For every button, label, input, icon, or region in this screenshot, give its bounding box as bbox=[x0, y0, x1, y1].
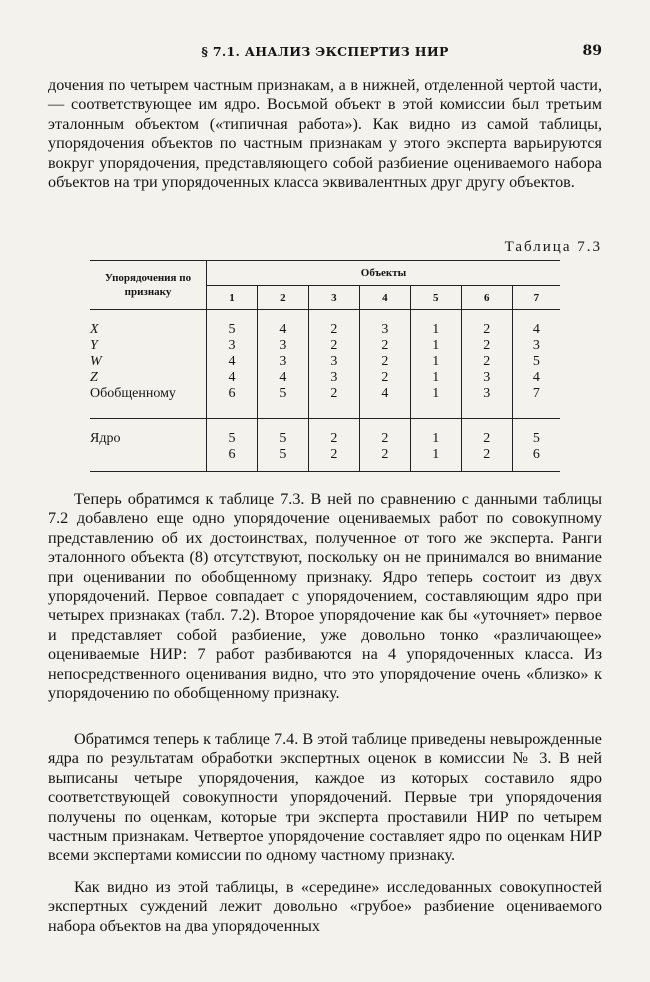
table-cell: 3 bbox=[257, 354, 308, 370]
table-cell: 2 bbox=[359, 447, 410, 463]
table-cell: 1 bbox=[410, 354, 461, 370]
table-cell: 1 bbox=[410, 431, 461, 447]
table-row bbox=[90, 386, 560, 402]
table-row bbox=[90, 354, 560, 370]
column-header: 1 bbox=[207, 286, 258, 310]
column-header: 2 bbox=[257, 286, 308, 310]
table-cell: 2 bbox=[461, 354, 512, 370]
column-header: 3 bbox=[308, 286, 359, 310]
table-cell: 4 bbox=[512, 322, 560, 338]
running-title: § 7.1. АНАЛИЗ ЭКСПЕРТИЗ НИР bbox=[201, 44, 449, 59]
table-row bbox=[90, 322, 560, 338]
table-cell: 2 bbox=[308, 447, 359, 463]
table-cell: 5 bbox=[257, 447, 308, 463]
table-cell: 2 bbox=[461, 338, 512, 354]
row-label: W bbox=[90, 354, 207, 370]
page-number: 89 bbox=[582, 43, 602, 59]
table-cell: 5 bbox=[228, 322, 236, 337]
table-cell: 3 bbox=[308, 370, 359, 386]
table-caption: Таблица 7.3 bbox=[504, 239, 602, 255]
core-row bbox=[90, 431, 560, 447]
table-cell: 1 bbox=[410, 338, 461, 354]
row-label: Обобщенному bbox=[90, 386, 207, 402]
table-cell: 5 bbox=[512, 431, 560, 447]
table-cell: 3 bbox=[461, 370, 512, 386]
row-label: X bbox=[90, 322, 207, 338]
table-cell: 2 bbox=[308, 386, 359, 402]
table-cell: 2 bbox=[461, 447, 512, 463]
table-cell: 4 bbox=[228, 370, 236, 385]
row-label: Z bbox=[90, 370, 207, 386]
table-cell: 3 bbox=[228, 338, 236, 353]
table-cell: 3 bbox=[512, 338, 560, 354]
table-cell: 3 bbox=[359, 322, 410, 338]
table-cell: 2 bbox=[461, 431, 512, 447]
table-cell: 3 bbox=[257, 338, 308, 354]
table-cell: 4 bbox=[228, 354, 236, 369]
table-cell: 6 bbox=[228, 386, 236, 401]
paragraph-2: Теперь обратимся к таблице 7.3. В ней по сравнению с данными таблицы 7.2 добавлено еще одно упорядочение оцениваемых работ по совокупному представлению об их достоинствах, полученное от того же эксперта. Ранги эталонного объекта (8) отсутствуют, поскольку он не принимался во внимание при оценивании по обобщенному признаку. Ядро теперь состоит из двух упорядочений. Первое совпадает с упорядочением, составляющим ядро при четырех признаках (табл. 7.2). Второе упорядочение как бы «уточняет» первое и представляет собой разбиение, уже довольно тонко «различающее» оцениваемые НИР: 7 работ разбиваются на 4 упорядоченных класса. Из непосредственного оценивания видно, что это упорядочение очень «близко» к упорядочению по обобщенному признаку. bbox=[48, 490, 602, 703]
table-cell: 5 bbox=[228, 431, 236, 446]
core-label: Ядро bbox=[90, 431, 207, 447]
table-cell: 4 bbox=[512, 370, 560, 386]
paragraph-3: Обратимся теперь к таблице 7.4. В этой таблице приведены невырожденные ядра по результатам обработки экспертных оценок в комиссии № 3. В ней выписаны четыре упорядочения, каждое из которых составило ядро соответствующей совокупности упорядочений. Первые три упорядочения получены по оценкам, которые три эксперта проставили НИР по четырем частным признакам. Четвертое упорядочение составляет ядро по оценкам НИР всеми экспертами комиссии по одному частному признаку. bbox=[48, 730, 602, 865]
objects-header: Объекты bbox=[207, 261, 561, 286]
table-cell: 1 bbox=[410, 447, 461, 463]
table-cell: 3 bbox=[461, 386, 512, 402]
table-cell: 1 bbox=[410, 370, 461, 386]
table-cell: 6 bbox=[512, 447, 560, 463]
row-label: Y bbox=[90, 338, 207, 354]
table-cell: 1 bbox=[410, 386, 461, 402]
page-header bbox=[48, 44, 602, 62]
paragraph-1: дочения по четырем частным признакам, а в нижней, отделенной чертой части,— соответствующее им ядро. Восьмой объект в этой комиссии был третьим эталонным объектом («типичная работа»). Как видно из самой таблицы, упорядочения объектов по частным признакам у этого эксперта варьируются вокруг упорядочения, представляющего собой разбиение оцениваемого набора объектов на три упорядоченных класса эквивалентных друг другу объектов. bbox=[48, 76, 602, 192]
table-cell: 1 bbox=[410, 322, 461, 338]
table-cell: 2 bbox=[359, 354, 410, 370]
column-header: 6 bbox=[461, 286, 512, 310]
table-row bbox=[90, 370, 560, 386]
table-cell: 5 bbox=[257, 431, 308, 447]
core-row bbox=[90, 447, 560, 463]
paragraph-4: Как видно из этой таблицы, в «середине» исследованных совокупностей экспертных суждений лежит довольно «грубое» разбиение оцениваемого набора объектов на два упорядоченных bbox=[48, 878, 602, 935]
row-header: Упорядочения по признаку bbox=[90, 261, 207, 310]
table-cell: 2 bbox=[308, 338, 359, 354]
table-cell: 2 bbox=[308, 431, 359, 447]
data-table bbox=[90, 260, 560, 472]
column-header: 7 bbox=[512, 286, 560, 310]
table-row bbox=[90, 338, 560, 354]
column-header: 5 bbox=[410, 286, 461, 310]
column-header: 4 bbox=[359, 286, 410, 310]
table-cell: 6 bbox=[228, 447, 236, 462]
table-cell: 2 bbox=[461, 322, 512, 338]
table-cell: 2 bbox=[359, 338, 410, 354]
table-cell: 5 bbox=[257, 386, 308, 402]
table-cell: 5 bbox=[512, 354, 560, 370]
table-cell: 7 bbox=[512, 386, 560, 402]
table-cell: 2 bbox=[359, 370, 410, 386]
table-cell: 2 bbox=[359, 431, 410, 447]
table-cell: 4 bbox=[257, 370, 308, 386]
table-cell: 4 bbox=[257, 322, 308, 338]
table-cell: 4 bbox=[359, 386, 410, 402]
table-cell: 3 bbox=[308, 354, 359, 370]
table-cell: 2 bbox=[308, 322, 359, 338]
